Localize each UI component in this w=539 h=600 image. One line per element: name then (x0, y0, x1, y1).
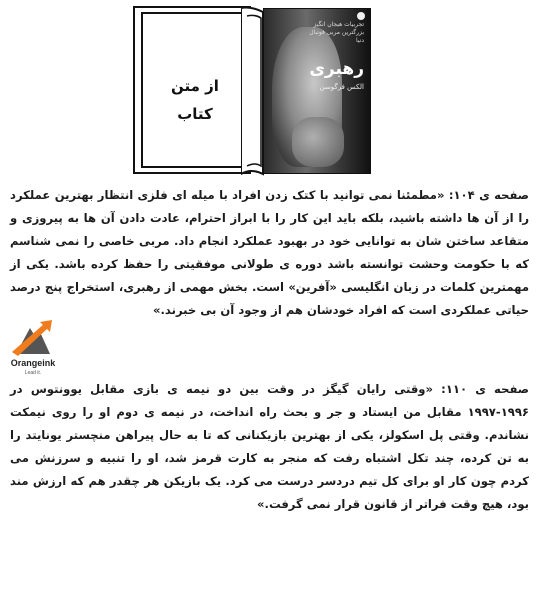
cover-title: رهبری (309, 59, 364, 79)
book-caption (147, 72, 243, 128)
quote-paragraph-page-104: صفحه ی ۱۰۴: «مطمئنا نمی توانید با کتک زدن افراد با میله ای فلزی انتظار بهترین عملکرد را از آن ها داشته باشید، بلکه باید این کار را با ابراز احترام، عادت دادن آن ها به پیروزی و متقاعد ساختن شان به توانایی خود در بهبود عملکرد انجام داد. مربی خاصی را نمی شناسم که با حکومت وحشت توانسته باشد دوره ی طولانی موفقیتی را حفظ کرده باشد. یکی از مهمترین کلمات در زبان انگلیسی «آفرین» است. بخش مهمی از رهبری، استخراج پنج درصد حیاتی عملکردی است که افراد خودشان هم از وجود آن بی خبرند.» (10, 188, 530, 317)
book-caption-line2: کتاب (177, 105, 213, 123)
cover-subtitle: تجربیات هیجان انگیز بزرگترین مربی فوتبال دنیا (309, 21, 364, 44)
orangeink-logo-icon (4, 318, 62, 358)
book-illustration (133, 6, 373, 176)
logo-name: Orangeink (10, 358, 56, 368)
logo-tagline: Lead it. (24, 370, 42, 376)
book-cover (263, 8, 371, 174)
cover-hand (292, 117, 344, 167)
book-caption-line1: از متن (171, 77, 219, 95)
quote-paragraph-page-110: صفحه ی ۱۱۰: «وقتی رایان گیگز در وقت بین دو نیمه ی بازی مقابل یوونتوس در ۱۹۹۶-۱۹۹۷ مقابل من ایستاد و جر و بحث راه انداخت، در نیمه ی دوم او را روی نیمکت نشاندم. وقتی پل اسکولز، یکی از بهترین بازیکنانی که تا به حال پیراهن منچستر یونایتد را به تن کرده، چند تکل اشتباه رفت که منجر به کارت قرمز شد، او را تنبیه و سرزنش می کردم چون کار او برای کل تیم دردسر درست می کرد. یک بازیکن هر چقدر هم که ارزش مند بود، هیچ وقت فراتر از قانون قرار نمی گرفت.» (10, 382, 529, 511)
cover-author: الکس فرگوسن (319, 83, 364, 91)
publisher-badge-icon (357, 12, 365, 20)
orangeink-logo (4, 318, 62, 378)
